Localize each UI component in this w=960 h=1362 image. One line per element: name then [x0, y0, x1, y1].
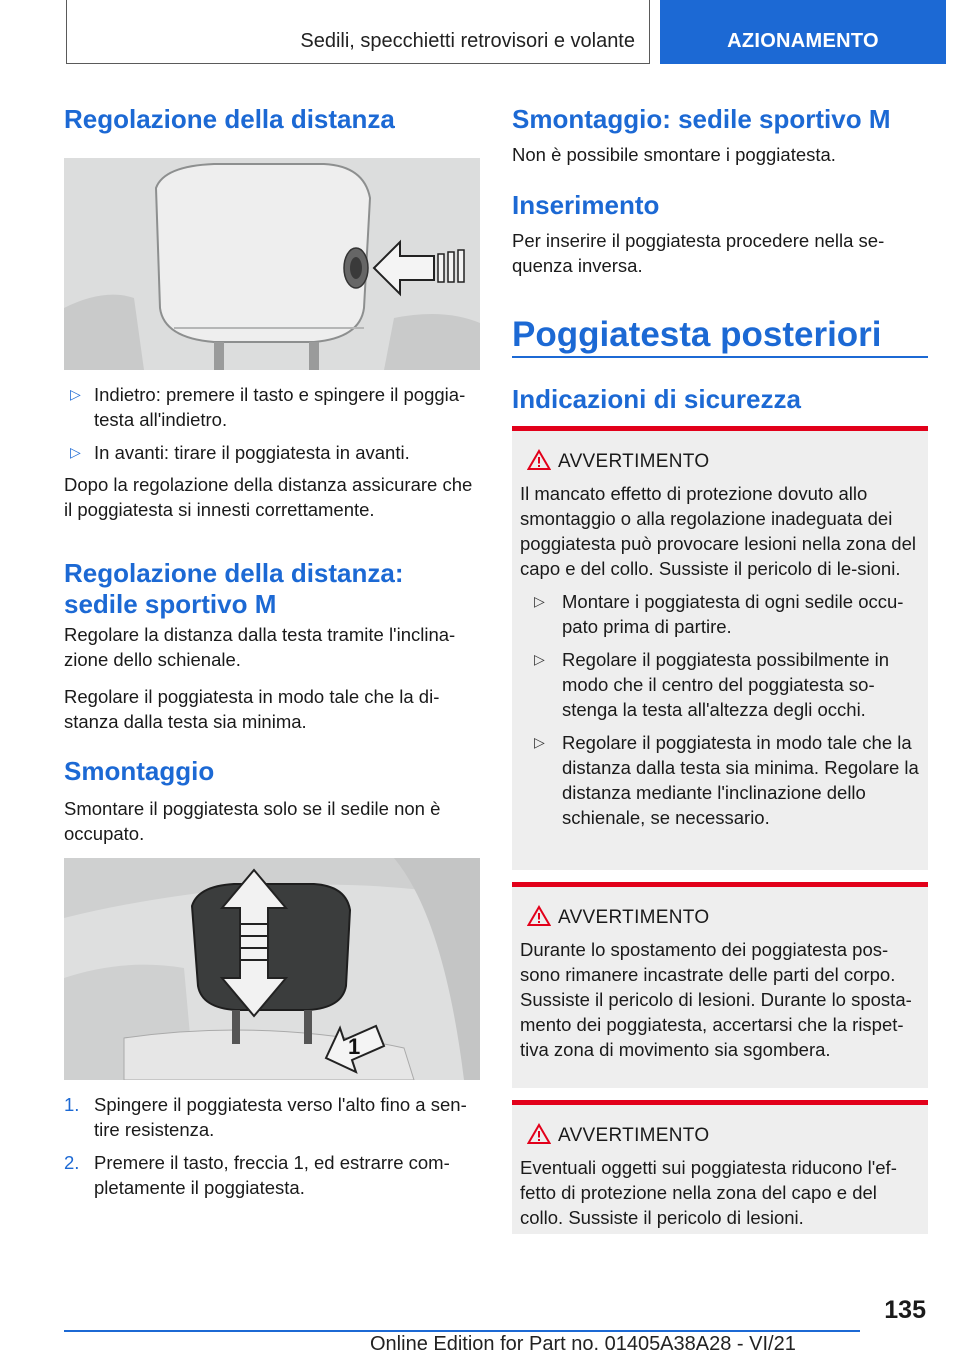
warning-text: Eventuali oggetti sui poggiatesta riducono l'ef-fetto di protezione nella zona del capo e del collo. Sussiste il pericolo di lesioni. — [520, 1157, 897, 1228]
heading-safety: Indicazioni di sicurezza — [512, 384, 801, 414]
footer-rule — [64, 1330, 860, 1332]
heading-distance: Regolazione della distanza — [64, 104, 395, 134]
warning-text: Il mancato effetto di protezione dovuto allo smontaggio o alla regolazione inadeguata dei poggiatesta può provocare lesioni nella zona del capo e del collo. Sussiste il pericolo di le-sioni. — [520, 483, 916, 579]
warning-bullet: ▷ Regolare il poggiatesta possibilmente in modo che il centro del poggiatesta so-stenga la testa all'altezza degli occhi. — [534, 649, 890, 720]
para-no-removal: Non è possibile smontare i poggiatesta. — [512, 144, 836, 165]
warning-bullet: ▷ Regolare il poggiatesta in modo tale che la distanza dalla testa sia minima. Regolare la distanza mediante l'inclinazione dello schienale, se necessario. — [534, 732, 919, 828]
section-rule — [512, 356, 928, 358]
triangle-bullet-icon: ▷ — [534, 651, 545, 667]
triangle-bullet-icon: ▷ — [534, 593, 545, 609]
warning-text: Durante lo spostamento dei poggiatesta pos-sono rimanere incastrate delle parti del corpo. Sussiste il pericolo di lesioni. Durante lo sposta-mento dei poggiatesta, accertarsi che la rispet-tiva zona di movimento sia sgombera. — [520, 939, 912, 1060]
para-sport-1: Regolare la distanza dalla testa tramite l'inclina-zione dello schienale. — [64, 624, 456, 670]
footer-edition: Online Edition for Part no. 01405A38A28 - VI/21 — [370, 1333, 796, 1355]
warning-box-3 — [512, 1100, 928, 1234]
warning-triangle-icon — [527, 1123, 551, 1145]
bullet-forward: ▷ In avanti: tirare il poggiatesta in avanti. — [70, 442, 410, 463]
warning-box-1 — [512, 426, 928, 870]
warning-box-2 — [512, 882, 928, 1088]
headrest-distance-illustration — [64, 158, 480, 370]
heading-distance-sport: Regolazione della distanza: sedile sportivo M — [64, 558, 404, 619]
callout-number: 1 — [348, 1034, 361, 1059]
header-chapter-tab[interactable] — [660, 0, 946, 64]
warning-title: AVVERTIMENTO — [520, 1123, 920, 1149]
triangle-bullet-icon: ▷ — [534, 734, 545, 750]
heading-rear-headrests: Poggiatesta posteriori — [512, 315, 882, 354]
para-after-adjust: Dopo la regolazione della distanza assicurare che il poggiatesta si innesti correttamente. — [64, 474, 473, 520]
heading-removal-sport: Smontaggio: sedile sportivo M — [512, 104, 891, 134]
warning-triangle-icon — [527, 905, 551, 927]
step-2: 2. Premere il tasto, freccia 1, ed estrarre com-pletamente il poggiatesta. — [64, 1152, 450, 1198]
step-1: 1. Spingere il poggiatesta verso l'alto fino a sen-tire resistenza. — [64, 1094, 467, 1140]
warning-title: AVVERTIMENTO — [520, 905, 920, 931]
para-sport-2: Regolare il poggiatesta in modo tale che la di-stanza dalla testa sia minima. — [64, 686, 440, 732]
para-removal: Smontare il poggiatesta solo se il sedile non è occupato. — [64, 798, 441, 844]
triangle-bullet-icon: ▷ — [70, 386, 81, 402]
header-section-title: Sedili, specchietti retrovisori e volante — [300, 30, 635, 52]
warning-bullet: ▷ Montare i poggiatesta di ogni sedile occu-pato prima di partire. — [534, 591, 904, 637]
headrest-removal-illustration — [64, 858, 480, 1080]
triangle-bullet-icon: ▷ — [70, 444, 81, 460]
para-insert: Per inserire il poggiatesta procedere nella se-quenza inversa. — [512, 230, 885, 276]
warning-title: AVVERTIMENTO — [520, 449, 920, 475]
page-number: 135 — [884, 1296, 926, 1324]
header-chapter-label: AZIONAMENTO — [727, 30, 879, 52]
warning-triangle-icon — [527, 449, 551, 471]
header-section-box — [66, 0, 650, 64]
bullet-backward: ▷ Indietro: premere il tasto e spingere il poggia-testa all'indietro. — [70, 384, 466, 430]
heading-insert: Inserimento — [512, 190, 660, 220]
heading-removal: Smontaggio — [64, 756, 215, 786]
